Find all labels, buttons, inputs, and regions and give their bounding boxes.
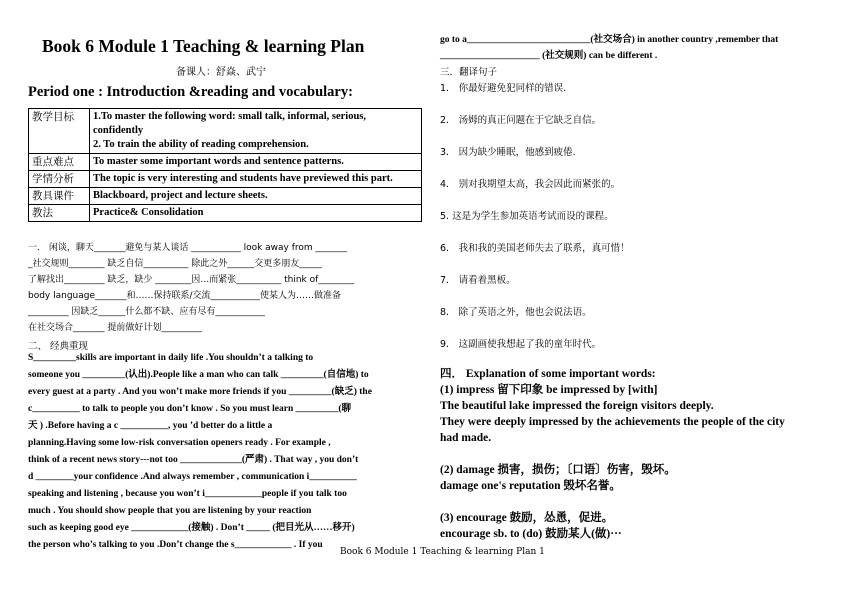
page-footer: Book 6 Module 1 Teaching & learning Plan 1 xyxy=(340,547,545,557)
objectives-table xyxy=(28,108,422,222)
section-4-heading: 四． Explanation of some important words: xyxy=(440,368,656,380)
table-value: Practice& Consolidation xyxy=(90,205,422,222)
period-heading: Period one : Introduction &reading and vocabulary: xyxy=(28,84,353,100)
vocab-line: 在社交场合_______ 提前做好计划_________ xyxy=(28,323,202,333)
explanation-line: (2) damage 损害，损伤；〔口语〕伤害，毁坏。 xyxy=(440,464,676,476)
passage-line: d ________your confidence .And always remember , communication i__________ xyxy=(28,472,357,482)
page-title: Book 6 Module 1 Teaching & learning Plan xyxy=(42,36,365,56)
passage-line: S_________skills are important in daily life .You shouldn’t a talking to xyxy=(28,353,314,363)
translation-sentence: 8． 除了英语之外，他也会说法语。 xyxy=(440,307,592,318)
passage-line: speaking and listening , because you won’t i____________people if you talk too xyxy=(28,489,347,499)
passage-line: planning.Having some low-risk conversation openers ready . For example , xyxy=(28,438,331,448)
translation-sentence: 2． 汤姆的真正问题在于它缺乏自信。 xyxy=(440,115,602,126)
translation-sentence: 6． 我和我的美国老师失去了联系，真可惜！ xyxy=(440,243,630,254)
table-key: 重点难点 xyxy=(29,154,90,171)
vocab-line: _________ 因缺乏______什么都不缺、应有尽有___________ xyxy=(28,307,265,317)
table-key: 教法 xyxy=(29,205,90,222)
passage-line: someone you _________(认出).People like a man who can talk _________(自信地) to xyxy=(28,370,369,380)
table-value: The topic is very interesting and students have previewed this part. xyxy=(90,171,422,188)
table-row xyxy=(29,205,422,222)
table-row xyxy=(29,154,422,171)
translation-sentence: 3． 因为缺少睡眠，他感到疲倦. xyxy=(440,147,576,158)
section-3-heading: 三．翻译句子 xyxy=(440,67,498,78)
explanation-line: had made. xyxy=(440,432,492,444)
passage-continuation xyxy=(440,32,835,64)
teachers-line: 备课人：舒焱、武宁 xyxy=(176,67,266,78)
passage-line: such as keeping good eye ____________(接触) . Don’t _____ (把目光从……移开) xyxy=(28,523,355,533)
table-value: To master some important words and sentence patterns. xyxy=(90,154,422,171)
translation-sentence: 5. 这是为学生参加英语考试而设的课程。 xyxy=(440,211,614,222)
table-key: 教具课件 xyxy=(29,188,90,205)
table-value: Blackboard, project and lecture sheets. xyxy=(90,188,422,205)
vocab-line: 一． 闲谈，聊天_______避免与某人谈话 ___________ look away from _______ xyxy=(28,243,348,253)
word-explanation-section xyxy=(440,366,835,542)
passage-line: the person who’s talking to you .Don’t change the s____________ . If you xyxy=(28,540,323,550)
explanation-line: The beautiful lake impressed the foreign visitors deeply. xyxy=(440,400,714,412)
passage-line: go to a__________________________(社交场合) in another country ,remember that xyxy=(440,35,779,45)
vocab-line: body language_______和……保持联系/交流___________使某人为……做准备 xyxy=(28,291,342,301)
translation-sentence: 4． 别对我期望太高，我会因此而紧张的。 xyxy=(440,179,621,190)
table-value: 1.To master the following word: small talk, informal, serious, confidently 2. To train the ability of reading comprehension. xyxy=(90,109,422,154)
table-row xyxy=(29,171,422,188)
explanation-line: They were deeply impressed by the achievements the people of the city xyxy=(440,416,785,428)
passage-line: _____________________ (社交规则) can be different . xyxy=(440,51,658,61)
explanation-line: encourage sb. to (do) 鼓励某人(做)··· xyxy=(440,528,622,540)
passage-line: think of a recent news story---not too _____________(严肃) . That way , you don’t xyxy=(28,455,359,465)
spacer xyxy=(440,446,835,462)
table-row xyxy=(29,188,422,205)
passage-line: much . You should show people that you are listening by your reaction xyxy=(28,506,312,516)
passage-line: c__________ to talk to people you don’t know . So you must learn _________(聊 xyxy=(28,404,352,414)
translation-sentence: 9． 这副画使我想起了我的童年时代。 xyxy=(440,339,602,350)
cloze-passage xyxy=(28,350,422,554)
passage-line: every guest at a party . And you won’t make more friends if you _________(缺乏) the xyxy=(28,387,372,397)
explanation-line: damage one's reputation 毁坏名誉。 xyxy=(440,480,621,492)
explanation-line: (1) impress 留下印象 be impressed by [with] xyxy=(440,384,658,396)
translation-sentence: 1． 你最好避免犯同样的错误. xyxy=(440,83,567,94)
passage-line: 天 ) .Before having a c __________, you ’d better do a little a xyxy=(28,421,273,431)
table-key: 教学目标 xyxy=(29,109,90,154)
explanation-line: (3) encourage 鼓励，怂恿，促进。 xyxy=(440,512,614,524)
table-key: 学情分析 xyxy=(29,171,90,188)
vocabulary-section xyxy=(28,240,422,336)
translation-sentence: 7． 请看着黑板。 xyxy=(440,275,516,286)
section-2-heading: 二、 经典重现 xyxy=(28,341,89,352)
vocab-line: _社交规则________ 缺乏自信__________ 除此之外______交更多朋友_____ xyxy=(28,259,322,269)
spacer xyxy=(440,494,835,510)
vocab-line: 了解找出_________ 缺乏，缺少 ________因…而紧张__________ think of________ xyxy=(28,275,355,285)
table-row xyxy=(29,109,422,154)
